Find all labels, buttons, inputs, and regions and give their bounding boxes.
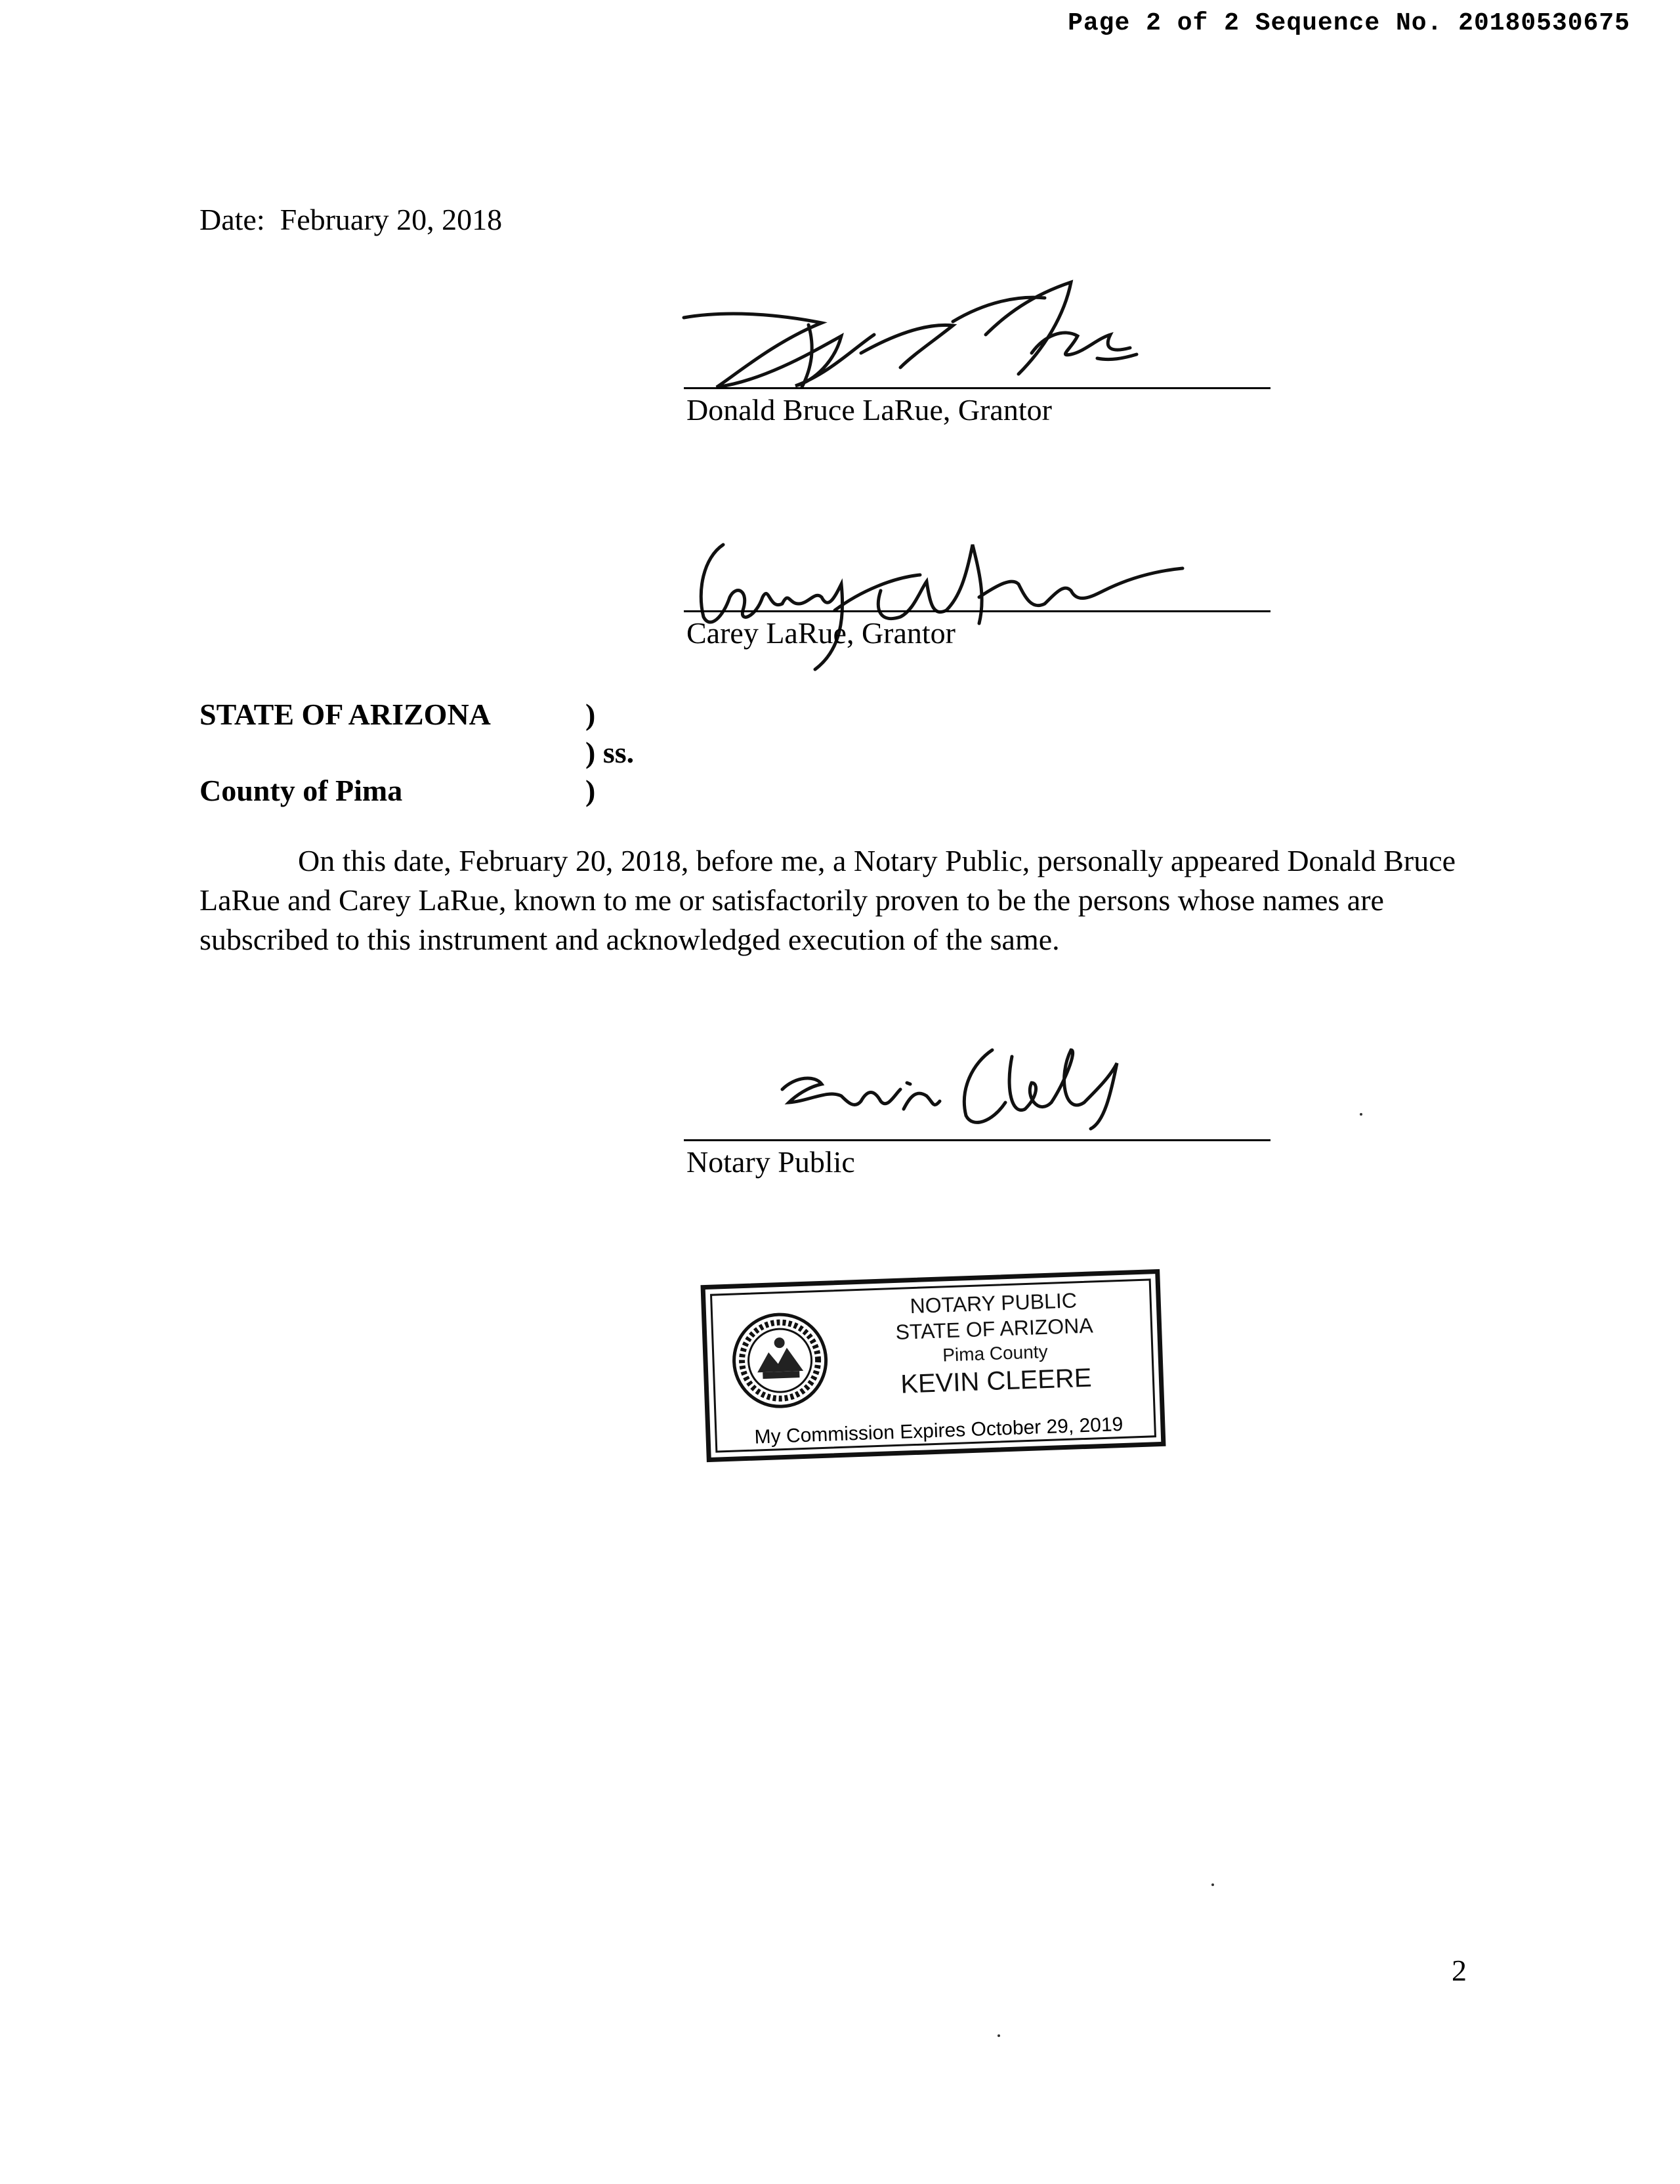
scan-speck <box>998 2034 1000 2037</box>
stamp-line-3: Pima County <box>942 1341 1049 1366</box>
date-line: Date: February 20, 2018 <box>200 203 503 236</box>
arizona-state-seal-icon <box>729 1310 831 1412</box>
venue-ss: ) ss. <box>585 736 635 769</box>
carey-larue-signature-icon <box>684 518 1274 689</box>
acknowledgment-text: On this date, February 20, 2018, before me, a Notary Public, personally appeared Donald Bruce LaRue and Carey LaRue, known to me or satisfactorily proven to be the persons whose names are subscribed to this instrument and acknowledged execution of the same. <box>200 844 1456 956</box>
stamp-line-5: My Commission Expires October 29, 2019 <box>754 1413 1124 1448</box>
notary-caption: Notary Public <box>686 1145 855 1179</box>
grantor-1-caption: Donald Bruce LaRue, Grantor <box>686 393 1052 427</box>
grantor-2-signature-line <box>684 610 1270 612</box>
notary-signature-icon <box>684 1024 1274 1155</box>
scan-speck <box>1360 1113 1362 1116</box>
grantor-2-signature-block <box>684 518 1270 689</box>
notary-stamp <box>701 1269 1166 1462</box>
grantor-1-signature-line <box>684 387 1270 389</box>
acknowledgment-paragraph <box>200 841 1466 959</box>
header-page-info: Page 2 of 2 Sequence No. 20180530675 <box>1068 9 1630 37</box>
venue-county: County of Pima <box>200 774 403 807</box>
stamp-line-2: STATE OF ARIZONA <box>895 1313 1094 1344</box>
stamp-line-1: NOTARY PUBLIC <box>910 1288 1078 1318</box>
page-number: 2 <box>1452 1954 1467 1987</box>
venue-state: STATE OF ARIZONA <box>200 698 491 731</box>
venue-paren-bottom: ) <box>585 774 596 807</box>
grantor-1-signature-block <box>684 276 1270 433</box>
notary-signature-block <box>684 1024 1270 1194</box>
stamp-line-4: KEVIN CLEERE <box>900 1363 1093 1399</box>
scan-speck <box>1211 1883 1214 1886</box>
grantor-2-caption: Carey LaRue, Grantor <box>686 616 956 650</box>
notary-signature-line <box>684 1139 1270 1141</box>
venue-paren-top: ) <box>585 698 596 731</box>
